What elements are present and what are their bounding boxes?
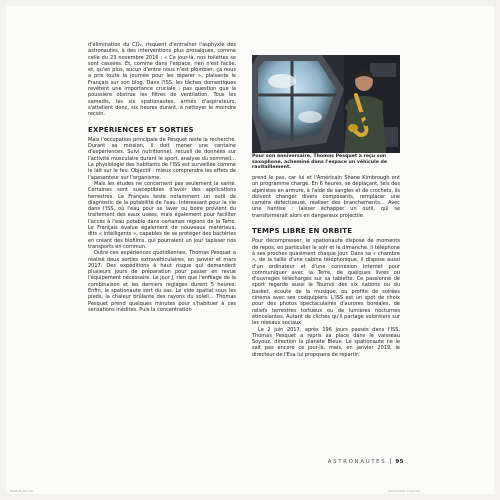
print-slug: ESPACE_BIO 95	[10, 489, 33, 493]
print-date: 08/01/2019 13:01:16	[388, 489, 420, 493]
section-heading-experiences: EXPÉRIENCES ET SORTIES	[88, 125, 194, 134]
astronaut-photo	[252, 55, 400, 153]
left-column	[88, 42, 236, 313]
body-paragraph: Mais l'occupation principale de Pesquet reste la recherche. Durant sa mission, il doit mener une centaine d'expériences. Suivi nutritionnel, recueil de données sur l'activité musculaire durant le sport, analyse du sommeil… La physiologie des habitants de l'ISS est surveillée comme le lait sur le feu. Objectif : mieux comprendre les effets de l'apesanteur sur l'organisme.	[88, 136, 236, 181]
body-paragraph: Le 2 juin 2017, après 196 jours passés dans l'ISS, Thomas Pesquet a repris sa place dans le vaisseau Soyouz, direction la planète Bleue. Le spationaute ne le sait pas encore ce jour-là, mais, en janvier 2019, le directeur de l'Esa lui proposera de repartir.	[252, 326, 400, 358]
figure-caption: Pour son anniversaire, Thomas Pesquet a reçu son saxophone, acheminé dans l'espace un véhicule de ravitaillement.	[252, 154, 388, 171]
body-paragraph: prend le pas, car lui et l'Américain Shane Kimbrough ont un programme chargé. En 6 heures, se déplaçant, tels des alpinistes en armure, à l'aide de sangles et de crochets, ils doivent changer divers composants, remplacer une caméra défectueuse, réaliser des branchements… Avec une hantise : laisser échapper un outil, qui se transformerait alors en dangereux projectile.	[252, 175, 400, 219]
body-paragraph: Pour décompresser, le spationaute dispose de moments de repos, en particulier le soir et le dimanche. Il téléphone à ses proches quasiment chaque jour. Dans sa « chambre », de la taille d'une cabine téléphonique, il dispose aussi d'un ordinateur et d'une connexion Internet pour communiquer avec la Terre, de quelques livres ou d'ouvrages téléchargés sur sa tablette. Ce passionné de sport regarde aussi le Tournoi des six nations ou du basket, écoute de la musique, ou profite de soirées cinéma avec ses coéquipiers. L'ISS est un spot de choix pour des photos spectaculaires d'aurores boréales, de reliefs terrestres tortueux ou de lumières nocturnes étincelantes. Autant de clichés qu'il partage volontiers sur les réseaux sociaux.	[252, 238, 400, 327]
intro-paragraph: d'élimination du CO₂, risquent d'entraîner l'asphyxie des astronautes, à des interventions plus prosaïques, comme celle du 23 novembre 2016 : « Ce jour-là, nos toilettes se sont cassées. Et, comme dans l'espace, rien n'est facile, et, qu'en plus, aucun d'entre nous n'est plombier, ça nous a pris toute la journée pour les réparer », plaisante le Français sur son blog. Dans l'ISS, les tâches domestiques revêtent une importance cruciale : pas question que la poussière obstrue les filtres de ventilation. Tous les samedis, les six spationautes, armés d'aspirateurs, s'attellent donc, six heures durant, à nettoyer le moindre recoin.	[88, 42, 236, 118]
body-paragraph: Outre ces expériences quotidiennes, Thomas Pesquet a réalisé deux sorties extravéhiculaires, en janvier et mars 2017. Des expéditions à haut risque qui demandent plusieurs jours de préparation pour passer en revue l'équipement nécessaire. Le jour J, rien que l'enfilage de la combinaison et les derniers réglages durent 5 heures. Enfin, le spationaute sort du sas. Le vide spatial sous les pieds, la chaleur brûlante des rayons du soleil… Thomas Pesquet prend quelques minutes pour s'habituer à ces sensations inédites. Puis la concentration	[88, 250, 236, 313]
page-footer	[328, 458, 404, 465]
right-column	[252, 175, 400, 358]
section-heading-temps-libre: TEMPS LIBRE EN ORBITE	[252, 227, 353, 236]
section-label: ASTRONAUTES	[327, 459, 387, 465]
body-paragraph: Mais les études ne concernent pas seulement la santé. Certaines sont susceptibles d'avoir des applications terrestres. Le Français teste notamment un outil de diagnostic de la potabilité de l'eau. Intéressant pour la vie dans l'ISS, où l'eau pour se laver ou boire provient du traitement des eaux usées, mais également pour faciliter l'accès à l'eau potable dans certaines régions de la Terre. Le Français évalue également de nouveaux matériaux, dits « intelligents », capables de se protéger des bactéries en créant des biofilms, qui pourraient un jour tapisser nos transports en commun.	[88, 180, 236, 250]
page	[6, 6, 494, 494]
footer-divider	[390, 458, 391, 464]
page-number: 95	[395, 459, 404, 465]
